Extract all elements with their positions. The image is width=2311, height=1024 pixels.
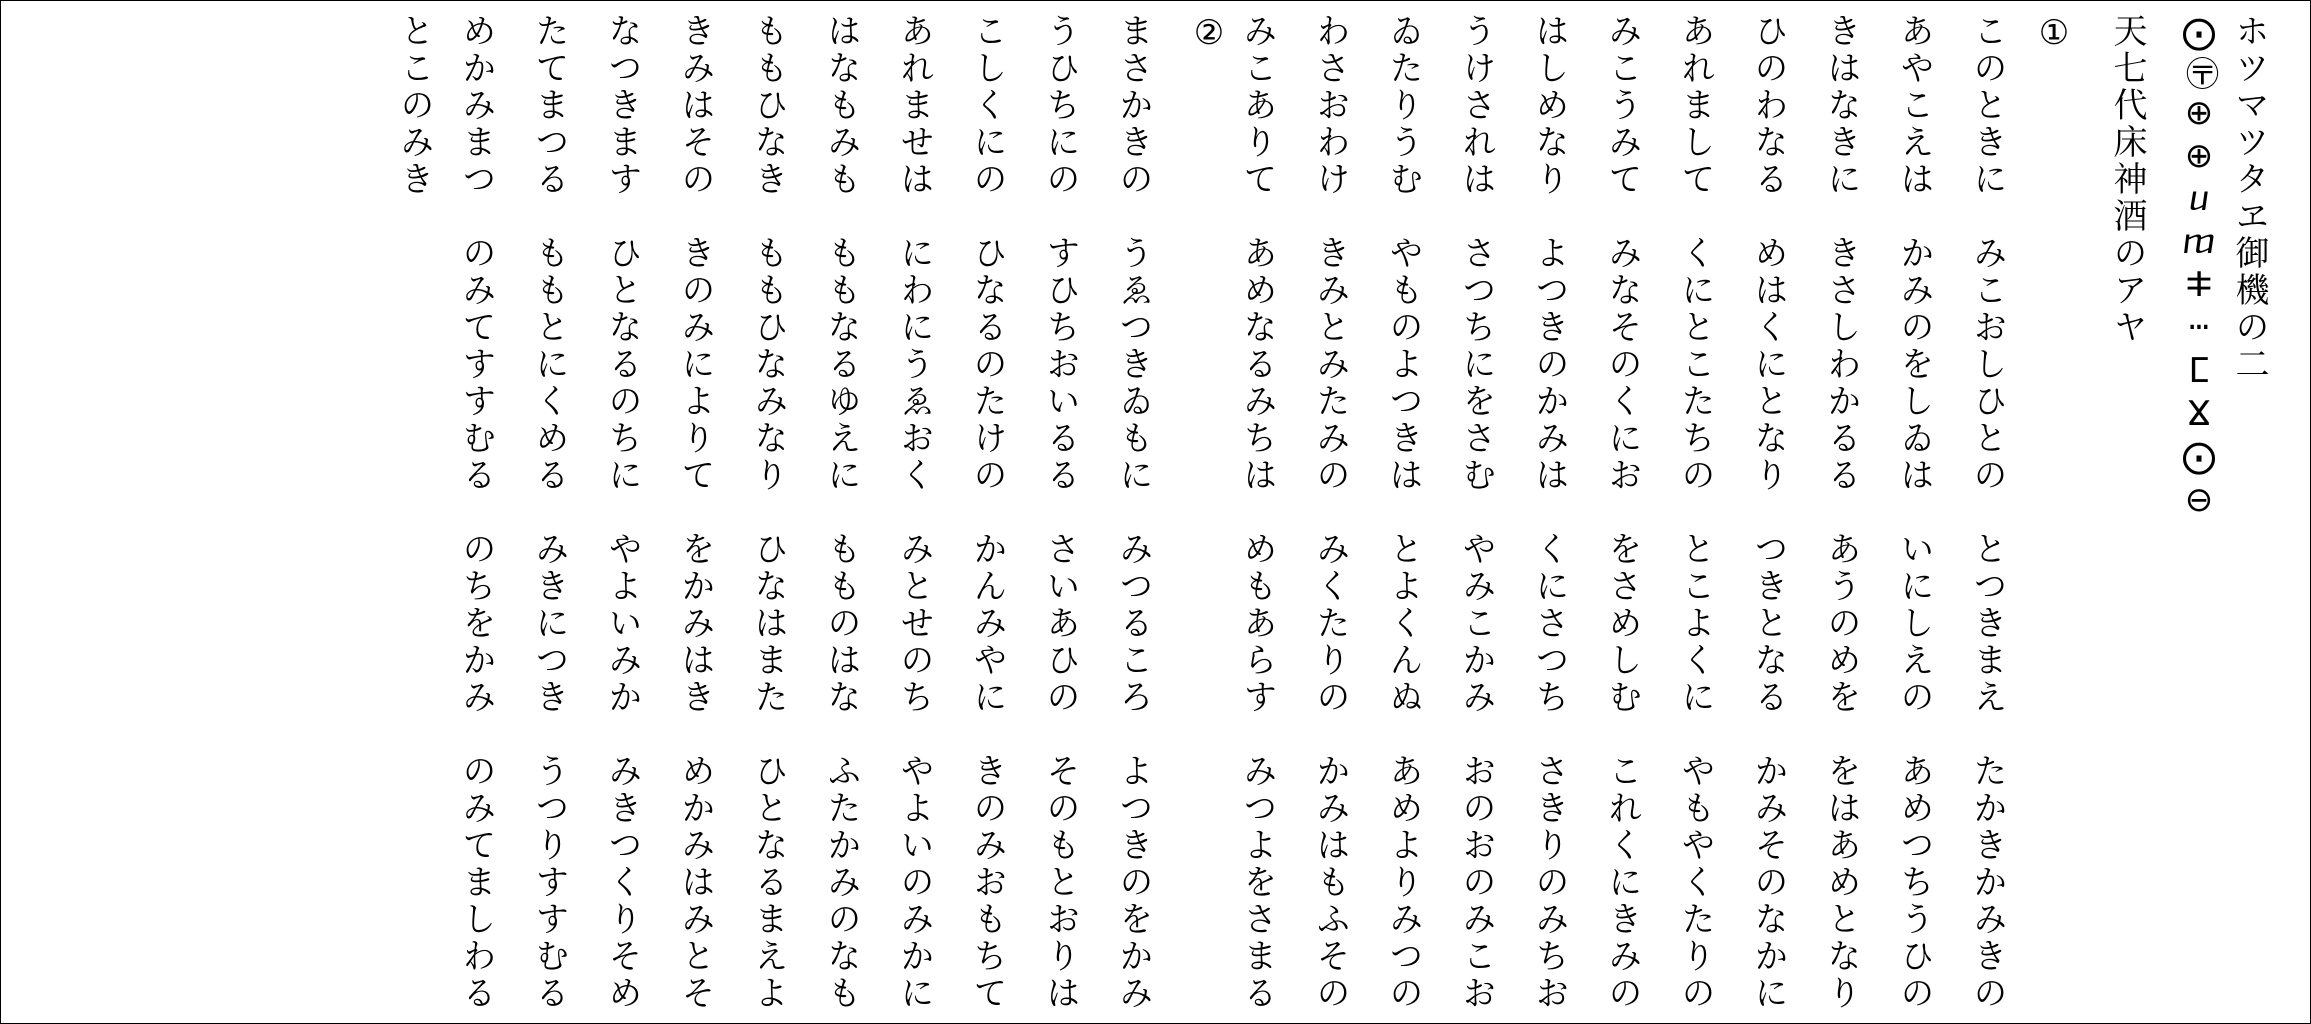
section-title: 天七代床神酒のアヤ [2107, 13, 2147, 346]
section-1-line: わさおわけ きみとみたみの みくたりの かみはもふその [1310, 13, 1350, 1012]
section-1-line: きはなきに きさしわかるる あうのめを をはあめとなり [1821, 13, 1861, 1012]
section-1-line: みこうみて みなそのくにお をさめしむ これくにきみの [1602, 13, 1642, 1012]
section-2-line: ももひなき ももひなみなり ひなはまた ひとなるまえよ [748, 13, 788, 1012]
section-2-marker: ② [1189, 13, 1229, 56]
section-1-line: うけされは さつちにをさむ やみこかみ おのおのみこお [1456, 13, 1496, 1012]
section-2-line: とこのみき [394, 13, 434, 198]
section-1-line: あやこえは かみのをしゐは いにしえの あめつちうひの [1894, 13, 1934, 1012]
section-1-line: あれまして くにとこたちの とこよくに やもやくたりの [1675, 13, 1715, 1012]
section-2-line: はなもみも ももなるゆえに もものはな ふたかみのなも [821, 13, 861, 1012]
section-2-line: あれませは にわにうゑおく みとせのち やよいのみかに [894, 13, 934, 1012]
section-2-line: こしくにの ひなるのたけの かんみやに きのみおもちて [967, 13, 1007, 1012]
chapter-title: ホツマツタヱ御機の二 [2229, 13, 2269, 383]
section-2-line: なつきます ひとなるのちに やよいみか みきつくりそめ [602, 13, 642, 1012]
section-1-line: みこありて あめなるみちは めもあらす みつよをさまる [1237, 13, 1277, 1012]
section-1-line: ひのわなる めはくにとなり つきとなる かみそのなかに [1748, 13, 1788, 1012]
section-2-line: まさかきの うゑつきゐもに みつるころ よつきのをかみ [1113, 13, 1153, 1012]
chapter-title-woshite: ⨀〶⊕⊕ⴎⴊⵐⵈⵎⴴ⨀⊖ [2179, 13, 2219, 523]
section-1-line: はしめなり よつきのかみは くにさつち さきりのみちお [1529, 13, 1569, 1012]
section-2-line: うひちにの すひちおいるる さいあひの そのもとおりは [1040, 13, 1080, 1012]
section-2-line: きみはその きのみによりて をかみはき めかみはみとそ [675, 13, 715, 1012]
section-1-marker: ① [2034, 13, 2074, 56]
section-2-line: たてまつる ももとにくめる みきにつき うつりすすむる [529, 13, 569, 1012]
section-1-line: ゐたりうむ やものよつきは とよくんぬ あめよりみつの [1383, 13, 1423, 1012]
section-2-line: めかみまつ のみてすすむる のちをかみ のみてましわる [456, 13, 496, 1012]
section-1-line: このときに みこおしひとの とつきまえ たかきかみきの [1967, 13, 2007, 1012]
